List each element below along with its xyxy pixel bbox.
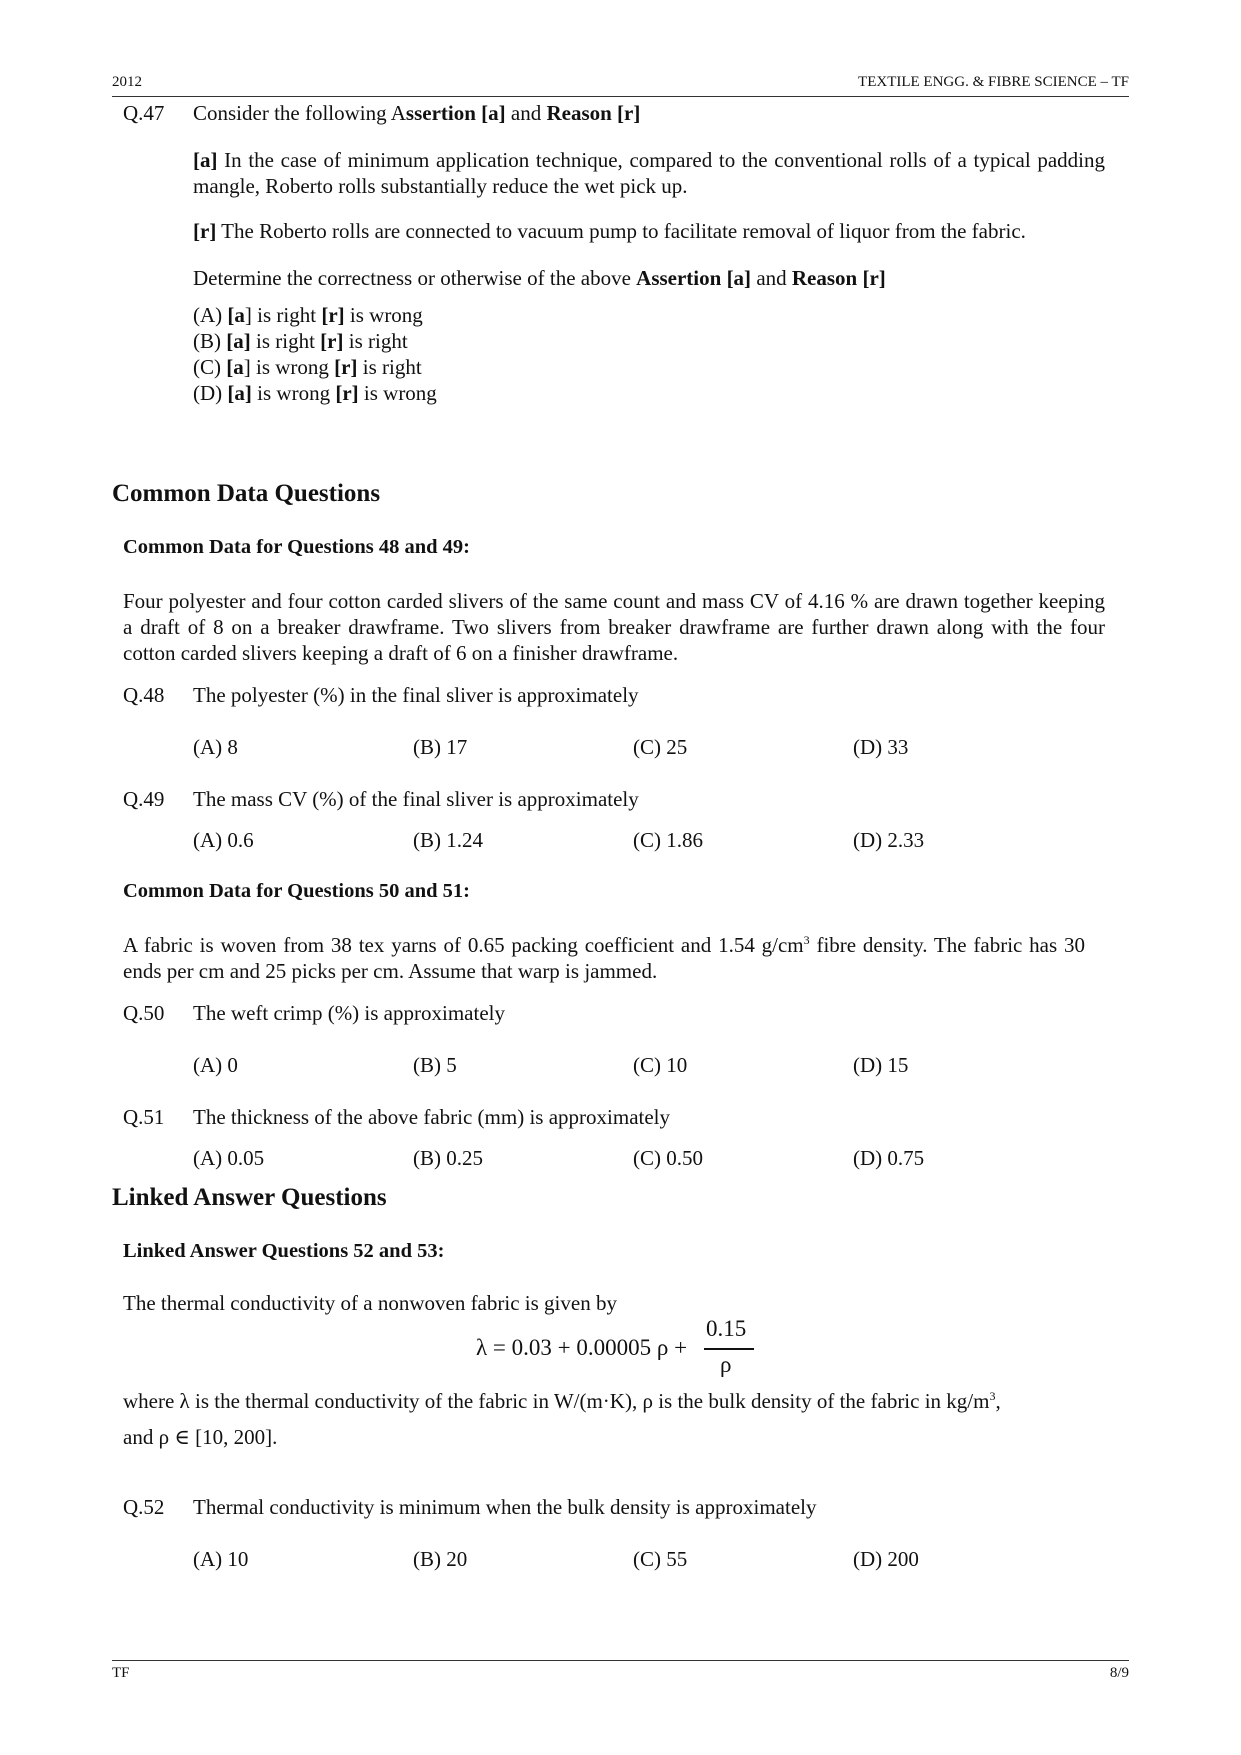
- question-number: Q.48: [123, 683, 165, 707]
- equation-numerator: 0.15: [706, 1316, 747, 1341]
- reason-statement: [r] The Roberto rolls are connected to vacuum pump to facilitate removal of liquor from the fabric.: [193, 219, 1026, 243]
- section-title: Common Data Questions: [112, 480, 381, 507]
- domain-statement: and ρ ∈ [10, 200].: [123, 1425, 278, 1449]
- section-title: Linked Answer Questions: [112, 1184, 387, 1211]
- question-number: Q.49: [123, 787, 165, 811]
- fraction-bar: [704, 1348, 754, 1350]
- equation-intro: The thermal conductivity of a nonwoven fabric is given by: [123, 1291, 617, 1315]
- option-d: (D) [a] is wrong [r] is wrong: [193, 381, 437, 405]
- option-a: (A) 0: [193, 1053, 238, 1077]
- question-instruction: Determine the correctness or otherwise of the above Assertion [a] and Reason [r]: [193, 266, 886, 290]
- question-number: Q.52: [123, 1495, 165, 1519]
- question-text: Consider the following Assertion [a] and Reason [r]: [193, 101, 641, 125]
- option-c: (C) [a] is wrong [r] is right: [193, 355, 422, 379]
- header-year: 2012: [112, 74, 142, 90]
- question-text: The mass CV (%) of the final sliver is approximately: [193, 787, 639, 811]
- question-number: Q.50: [123, 1001, 165, 1025]
- page-number: 8/9: [1109, 1665, 1129, 1681]
- option-d: (D) 2.33: [853, 828, 925, 852]
- subsection-title: Common Data for Questions 48 and 49:: [123, 536, 470, 558]
- option-d: (D) 15: [853, 1053, 909, 1077]
- option-d: (D) 200: [853, 1547, 919, 1571]
- question-text: The polyester (%) in the final sliver is approximately: [193, 683, 639, 707]
- option-b: (B) 5: [413, 1053, 457, 1077]
- option-c: (C) 55: [633, 1547, 688, 1571]
- option-b: (B) 0.25: [413, 1146, 483, 1170]
- question-number: Q.47: [123, 101, 165, 125]
- option-a: (A) 0.05: [193, 1146, 265, 1170]
- option-b: (B) [a] is right [r] is right: [193, 329, 408, 353]
- page-footer: [112, 1660, 1129, 1685]
- assertion-statement: [a] In the case of minimum application technique, compared to the conventional rolls of a typical padding mangle, Roberto rolls substantially reduce the wet pick up.: [193, 148, 1105, 198]
- subsection-title: Common Data for Questions 50 and 51:: [123, 880, 470, 902]
- variable-definitions: where λ is the thermal conductivity of the fabric in W/(m·K), ρ is the bulk density of the fabric in $kg/m^3$,: [123, 1389, 1001, 1413]
- question-text: The weft crimp (%) is approximately: [193, 1001, 505, 1025]
- option-c: (C) 1.86: [633, 828, 703, 852]
- equation-denominator: ρ: [720, 1352, 732, 1377]
- question-text: Thermal conductivity is minimum when the bulk density is approximately: [193, 1495, 817, 1519]
- option-c: (C) 0.50: [633, 1146, 703, 1170]
- equation-lhs: λ = 0.03 + 0.00005 ρ +: [476, 1335, 688, 1360]
- option-c: (C) 10: [633, 1053, 688, 1077]
- option-a: (A) [a] is right [r] is wrong: [193, 303, 423, 327]
- option-b: (B) 1.24: [413, 828, 483, 852]
- common-data-text: Four polyester and four cotton carded slivers of the same count and mass CV of 4.16 % are drawn together keeping a draft of 8 on a breaker drawframe. Two slivers from breaker drawframe are further drawn along with the four cotton carded slivers keeping a draft of 6 on a finisher drawframe.: [123, 589, 1105, 665]
- option-a: (A) 10: [193, 1547, 249, 1571]
- option-d: (D) 0.75: [853, 1146, 925, 1170]
- option-c: (C) 25: [633, 735, 688, 759]
- footer-code: TF: [112, 1665, 130, 1681]
- option-d: (D) 33: [853, 735, 909, 759]
- subsection-title: Linked Answer Questions 52 and 53:: [123, 1240, 445, 1262]
- question-number: Q.51: [123, 1105, 165, 1129]
- common-data-text: A fabric is woven from 38 tex yarns of 0.65 packing coefficient and 1.54 $g/cm^3$ fibre density. The fabric has 30 ends per cm and 25 picks per cm. Assume that warp is jammed.: [123, 933, 1085, 983]
- header-subject: TEXTILE ENGG. & FIBRE SCIENCE – TF: [858, 74, 1129, 90]
- page-header: [112, 74, 1129, 97]
- option-b: (B) 17: [413, 735, 468, 759]
- option-b: (B) 20: [413, 1547, 468, 1571]
- option-a: (A) 0.6: [193, 828, 254, 852]
- question-text: The thickness of the above fabric (mm) is approximately: [193, 1105, 671, 1129]
- option-a: (A) 8: [193, 735, 238, 759]
